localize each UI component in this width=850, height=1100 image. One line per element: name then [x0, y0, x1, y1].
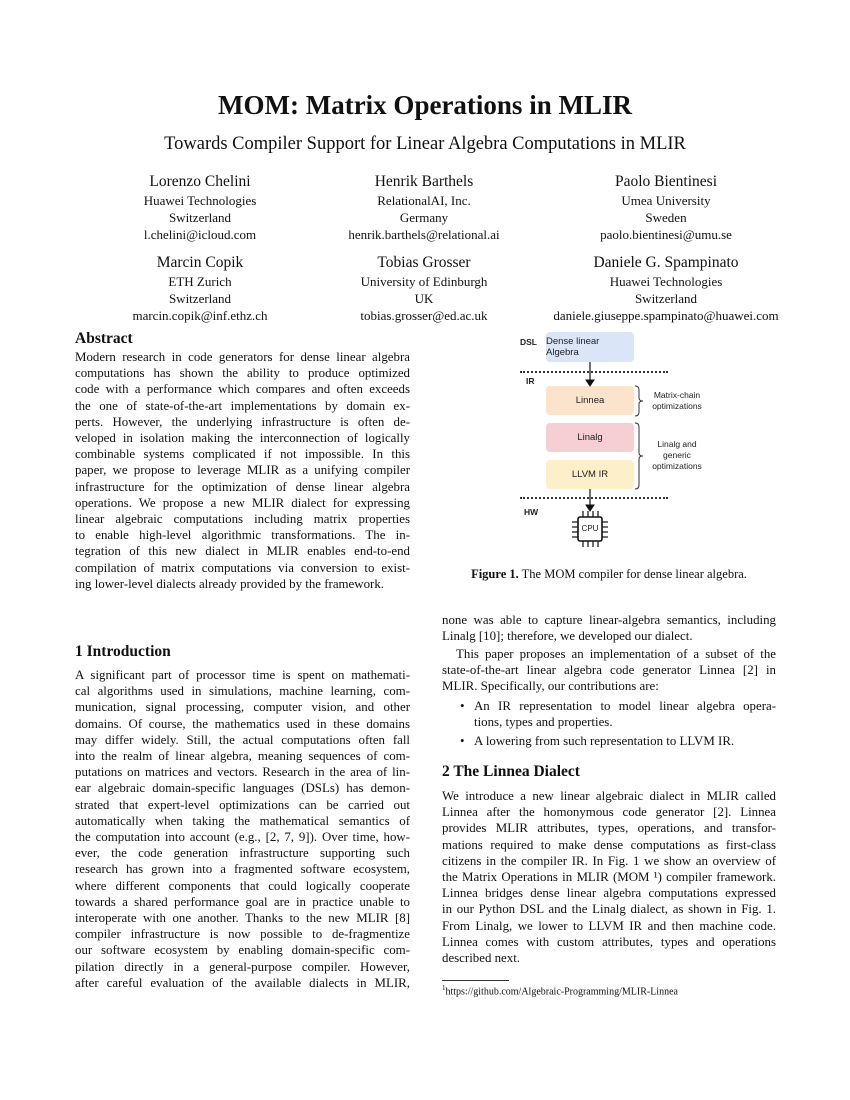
text-line: in our Python DSL and the Linalg dialect, as shown in Fig. 1.: [442, 902, 776, 917]
contribution-bullet-2: [460, 733, 776, 749]
text-line: tions, types and properties.: [474, 715, 613, 730]
text-line: into the realm of linear algebra, meaning sequences of com-: [75, 749, 410, 764]
intro-continued: [442, 612, 776, 644]
caption-text: The MOM compiler for dense linear algebra.: [518, 567, 747, 581]
text-line: interoperate with one another. Thanks to the new MLIR [8]: [75, 911, 410, 926]
author-country: UK: [414, 291, 434, 306]
author-country: Switzerland: [168, 291, 232, 306]
author-email[interactable]: marcin.copik@inf.ethz.ch: [132, 308, 268, 323]
text-line: tegration of this new dialect in MLIR enables end-to-end: [75, 544, 410, 559]
footnote: [442, 984, 678, 997]
text-line: We introduce a new linear algebraic dialect in MLIR called: [442, 789, 776, 803]
text-line: ever, the code generation infrastructure supporting such: [75, 846, 410, 861]
footnote-rule: [442, 980, 509, 981]
arrow-down-icon: [586, 362, 594, 511]
author-country: Sweden: [645, 210, 687, 225]
author-affiliation: University of Edinburgh: [360, 274, 488, 289]
brace-icon: [635, 423, 643, 489]
author-name: Henrik Barthels: [374, 173, 474, 190]
text-line: An IR representation to model linear algebra opera-: [474, 699, 776, 713]
text-line: veloped in isolation making the interconnection of logically: [75, 431, 410, 446]
abstract-text: [75, 349, 410, 592]
author-name: Paolo Bientinesi: [614, 173, 718, 190]
text-line: may differ widely. Still, the actual computations often fall: [75, 732, 410, 747]
author-block: [516, 172, 816, 243]
linnea-box: Linnea: [546, 386, 634, 415]
author-email[interactable]: paolo.bientinesi@umu.se: [600, 227, 732, 242]
text-line: putations on matrices and vectors. Research in the area of lin-: [75, 765, 410, 780]
text-line: after careful evaluation of the available dialects in MLIR,: [75, 975, 410, 990]
text-line: provides MLIR attributes, types, operations, and transfor-: [442, 821, 776, 836]
linalg-box: Linalg: [546, 423, 634, 452]
intro-heading: 1 Introduction: [75, 643, 171, 660]
dense-linear-algebra-box: Dense linear Algebra: [546, 332, 634, 362]
figure-1-diagram: [510, 325, 710, 555]
author-affiliation: Umea University: [621, 193, 711, 208]
text-line: From Linalg, we lower to LLVM IR and then machine code.: [442, 918, 776, 933]
contribution-bullet-1: [460, 698, 776, 730]
llvm-ir-box: LLVM IR: [546, 460, 634, 489]
author-affiliation: Huawei Technologies: [609, 274, 723, 289]
paper-title: MOM: Matrix Operations in MLIR: [218, 90, 632, 120]
author-email[interactable]: henrik.barthels@relational.ai: [348, 227, 500, 242]
text-line: Linnea bridges dense linear algebra computations expressed: [442, 886, 776, 901]
text-line: munication, signal processing, computer vision, and other: [75, 700, 410, 715]
text-line: paper, we propose to leverage MLIR as a unifying compiler: [75, 463, 410, 478]
text-line: A lowering from such representation to LLVM IR.: [474, 734, 735, 748]
text-line: perts. However, the underlying infrastructure is often de-: [75, 414, 410, 429]
section-2-text: [442, 788, 776, 966]
author-name: Lorenzo Chelini: [149, 173, 251, 190]
text-line: mations required to make dense computations as first-class: [442, 837, 776, 852]
bullet-icon: •: [460, 734, 465, 748]
text-line: Linalg [10]; therefore, we developed our dialect.: [442, 629, 693, 644]
author-email[interactable]: daniele.giuseppe.spampinato@huawei.com: [553, 308, 779, 323]
text-line: strated that expert-level optimizations can be carried out: [75, 797, 410, 812]
author-email[interactable]: l.chelini@icloud.com: [143, 227, 257, 242]
text-line: state-of-the-art linear algebra code generator Linnea [2] in: [442, 663, 776, 678]
text-line: Modern research in code generators for dense linear algebra: [75, 350, 410, 364]
author-email[interactable]: tobias.grosser@ed.ac.uk: [360, 308, 488, 323]
text-line: the Matrix Operations in MLIR (MOM ¹) compiler framework.: [442, 870, 776, 885]
figure-caption: [442, 567, 776, 582]
author-block: [516, 253, 816, 324]
author-affiliation: RelationalAI, Inc.: [377, 193, 471, 208]
dsl-label: DSL: [520, 337, 537, 347]
text-line: to enable high-level algorithmic transformations. The in-: [75, 528, 410, 543]
brace-icon: [635, 386, 643, 416]
text-line: infrastructure for the optimization of dense linear algebra: [75, 479, 410, 494]
text-line: domains. Of course, the mathematics used in these domains: [75, 716, 410, 731]
text-line: automatically when taking the mathematical semantics of: [75, 813, 410, 828]
text-line: cal algorithms used in simulations, machine learning, com-: [75, 684, 410, 699]
text-line: citizens in the compiler IR. In Fig. 1 we show an overview of: [442, 853, 776, 868]
author-country: Switzerland: [168, 210, 232, 225]
caption-label: Figure 1.: [471, 567, 519, 581]
author-name: Daniele G. Spampinato: [593, 254, 739, 271]
matrix-chain-note: Matrix-chain optimizations: [652, 390, 702, 411]
author-affiliation: Huawei Technologies: [143, 193, 257, 208]
text-line: the computation into account (e.g., [2, 7, 9]). Over time, how-: [75, 830, 410, 845]
bullet-text: [474, 698, 776, 730]
text-line: Linnea after the homonymous code generator [2]. Linnea: [442, 805, 776, 820]
section-2-heading: 2 The Linnea Dialect: [442, 763, 580, 780]
author-name: Tobias Grosser: [377, 254, 471, 271]
footnote-url[interactable]: https://github.com/Algebraic-Programming/MLIR-Linnea: [445, 986, 678, 998]
text-line: A significant part of processor time is spent on mathemati-: [75, 668, 410, 682]
text-line: operations. We propose a new MLIR dialect for expressing: [75, 495, 410, 510]
contributions-paragraph: [442, 646, 776, 695]
author-country: Germany: [399, 210, 449, 225]
author-country: Switzerland: [634, 291, 698, 306]
linalg-generic-note: Linalg and generic optimizations: [652, 439, 702, 471]
bullet-text: [474, 733, 776, 749]
footnote-mark: 1: [442, 984, 446, 992]
text-line: MLIR. Specifically, our contributions are:: [442, 679, 659, 694]
paper-subtitle: Towards Compiler Support for Linear Algebra Computations in MLIR: [164, 134, 686, 154]
text-line: our software ecosystem by enabling domain-specific com-: [75, 943, 410, 958]
author-affiliation: ETH Zurich: [168, 274, 232, 289]
text-line: none was able to capture linear-algebra semantics, including: [442, 613, 776, 627]
text-line: pilation directly in a general-purpose compiler. However,: [75, 959, 410, 974]
text-line: compilation of matrix computations via conversion to exist-: [75, 560, 410, 575]
hw-label: HW: [524, 507, 539, 517]
text-line: combinable systems complicated if not impossible. In this: [75, 447, 410, 462]
text-line: code with a performance which compares and often exceeds: [75, 382, 410, 397]
text-line: the one of state-of-the-art implementations by domain ex-: [75, 398, 410, 413]
text-line: towards a shared performance goal are in practice unable to: [75, 894, 410, 909]
text-line: compiler infrastructure is now possible to de-fragmentize: [75, 927, 410, 942]
text-line: ear algebraic domain-specific languages (DSLs) has demon-: [75, 781, 410, 796]
text-line: described next.: [442, 951, 521, 966]
author-name: Marcin Copik: [156, 254, 244, 271]
text-line: where different components that could logically cooperate: [75, 878, 410, 893]
text-line: research has grown into a fragmented software ecosystem,: [75, 862, 410, 877]
ir-label: IR: [526, 376, 535, 386]
intro-text: [75, 667, 410, 991]
text-line: This paper proposes an implementation of a subset of the: [456, 647, 776, 661]
bullet-icon: •: [460, 699, 465, 713]
text-line: linear algebraic computations including matrix properties: [75, 512, 410, 527]
abstract-heading: Abstract: [75, 330, 133, 347]
text-line: computations has shown the ability to produce optimized: [75, 366, 410, 381]
cpu-label: CPU: [581, 524, 599, 533]
text-line: ing lower-level dialects already provided by the framework.: [75, 576, 384, 591]
text-line: Linnea comes with custom attributes, types and operations: [442, 934, 776, 949]
